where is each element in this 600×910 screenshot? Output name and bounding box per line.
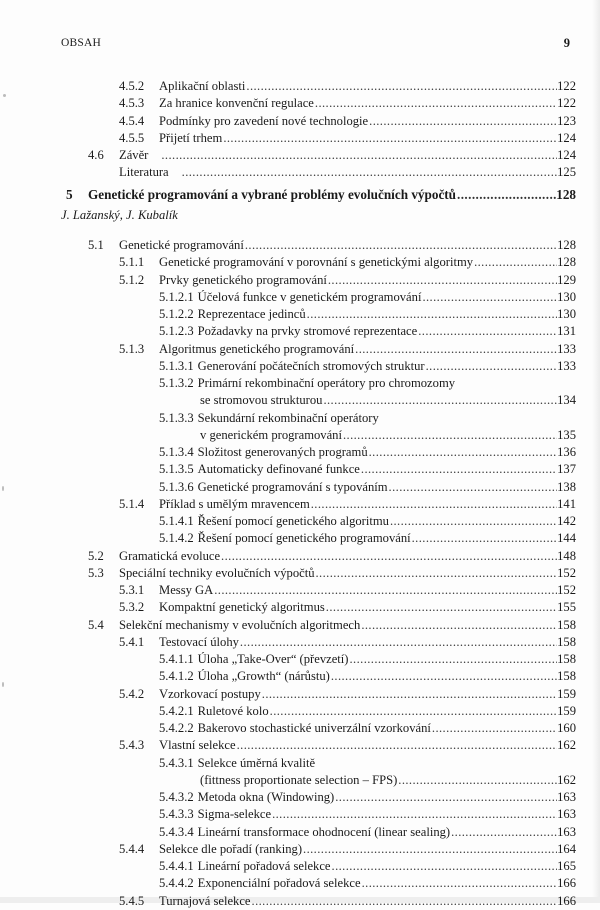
toc-entry-page: 160 <box>557 721 576 735</box>
toc-entry-page: 130 <box>557 307 576 321</box>
leader-dots <box>272 806 557 823</box>
toc-entry[interactable] <box>0 392 600 409</box>
toc-entry-page: 163 <box>557 790 576 804</box>
leader-dots <box>335 789 557 806</box>
toc-entry-title: Řešení pomocí genetického algoritmu <box>197 514 389 528</box>
toc-entry-number: 5.4.3.1 <box>159 755 194 770</box>
toc-entry-page: 122 <box>557 79 576 93</box>
toc-entry-page: 137 <box>557 462 576 477</box>
chapter-authors: J. Lažanský, J. Kubalík <box>61 208 178 222</box>
toc-entry-number: 4.5.2 <box>119 79 145 93</box>
toc-entry-number: 5.4.2 <box>119 686 145 701</box>
toc-entry-number: 5.1.3.5 <box>159 462 194 477</box>
toc-entry-number: 5.1.1 <box>119 255 145 270</box>
toc-entry-title: Lineární transformace ohodnocení (linear sealing) <box>197 824 451 839</box>
toc-entry-title: Úloha „Growth“ (nárůstu) <box>197 669 330 684</box>
leader-dots <box>311 496 557 513</box>
leader-dots <box>361 617 557 634</box>
toc-entry-title: (fittness proportionate selection – FPS) <box>200 772 398 787</box>
toc-entry-page: 141 <box>557 496 576 511</box>
leader-dots <box>328 272 557 289</box>
toc-entry-number: 5.1.2.2 <box>159 307 194 321</box>
leader-dots <box>221 548 557 565</box>
leader-dots <box>315 95 557 112</box>
toc-entry-title: Závěr <box>119 148 149 162</box>
leader-dots <box>326 599 557 616</box>
leader-dots <box>214 582 557 599</box>
leader-dots <box>307 306 557 323</box>
toc-entry[interactable] <box>0 130 600 147</box>
toc-entry-number: 5.4.3.4 <box>159 824 194 839</box>
toc-entry-page: 128 <box>556 187 576 202</box>
toc-entry-title: Lineární pořadová selekce <box>197 859 331 873</box>
toc-entry-title: Literatura <box>119 165 169 180</box>
toc-entry-title: Vzorkovací postupy <box>159 686 261 701</box>
toc-entry-page: 159 <box>557 686 576 701</box>
toc-entry-title: Přijetí trhem <box>159 130 223 145</box>
leader-dots <box>237 737 558 754</box>
toc-entry[interactable] <box>0 479 600 496</box>
toc-entry-page: 129 <box>557 272 576 287</box>
leader-dots <box>240 634 557 651</box>
toc-entry[interactable] <box>0 617 600 634</box>
toc-entry[interactable] <box>0 530 600 547</box>
toc-entry-number: 4.5.3 <box>119 96 145 111</box>
toc-entry[interactable] <box>0 513 600 530</box>
toc-entry-title: Vlastní selekce <box>159 738 236 753</box>
toc-entry-title: Aplikační oblasti <box>159 79 246 93</box>
toc-entry-title: Reprezentace jedinců <box>197 307 306 321</box>
toc-entry-page: 124 <box>557 130 576 145</box>
leader-dots <box>161 147 557 164</box>
toc-entry[interactable] <box>0 565 600 582</box>
leader-dots <box>245 237 557 254</box>
toc-entry[interactable] <box>0 78 600 95</box>
toc-entry[interactable] <box>0 806 600 823</box>
leader-dots <box>361 461 557 478</box>
toc-entry-number: 5.4.5 <box>119 893 145 908</box>
toc-entry[interactable] <box>0 582 600 599</box>
toc-entry[interactable] <box>0 651 600 668</box>
toc-entry-number: 5.1.3.6 <box>159 479 194 494</box>
toc-entry-number: 5.1.4.1 <box>159 514 194 528</box>
toc-entry-page: 152 <box>557 583 576 597</box>
toc-entry-page: 155 <box>557 600 576 615</box>
toc-entry-page: 144 <box>557 531 576 546</box>
toc-entry[interactable] <box>0 444 600 461</box>
toc-entry-page: 158 <box>557 669 576 684</box>
toc-entry-number: 5.1.3.2 <box>159 376 194 390</box>
toc-entry-number: 5.1.2.1 <box>159 289 194 304</box>
toc-entry[interactable] <box>0 634 600 651</box>
toc-entry-page: 136 <box>557 445 576 459</box>
toc-entry-number: 5.4.1 <box>119 634 145 649</box>
toc-entry[interactable] <box>0 237 600 254</box>
leader-dots <box>426 358 558 375</box>
toc-entry-title: Selekce úměrná kvalitě <box>197 755 316 770</box>
toc-entry[interactable] <box>0 306 600 323</box>
toc-entry-page: 128 <box>557 238 576 252</box>
toc-entry-page: 166 <box>557 893 576 908</box>
leader-dots <box>390 513 557 530</box>
leader-dots <box>350 651 558 668</box>
toc-entry-page: 133 <box>557 358 576 373</box>
leader-dots <box>303 841 557 858</box>
toc-entry-number: 5.3 <box>88 565 104 580</box>
leader-dots <box>418 323 557 340</box>
toc-entry[interactable] <box>0 323 600 340</box>
leader-dots <box>182 164 557 181</box>
leader-dots <box>389 479 558 496</box>
toc-entry-number: 5.4 <box>88 617 104 632</box>
leader-dots <box>369 444 557 461</box>
toc-entry-title: Ruletové kolo <box>197 703 269 718</box>
toc-entry-page: 122 <box>557 96 576 111</box>
toc-entry[interactable] <box>0 375 600 392</box>
toc-entry-title: se stromovou strukturou <box>200 393 323 408</box>
toc-entry-number: 5.3.1 <box>119 583 145 597</box>
leader-dots <box>331 668 557 685</box>
leader-dots <box>474 254 557 271</box>
toc-entry-title: Automaticky definované funkce <box>197 462 360 477</box>
toc-entry[interactable] <box>0 358 600 375</box>
leader-dots <box>369 113 557 130</box>
leader-dots <box>362 875 558 892</box>
toc-entry-number: 5.1.3.4 <box>159 445 194 459</box>
toc-entry[interactable] <box>0 824 600 841</box>
toc-entry[interactable] <box>0 893 600 910</box>
leader-dots <box>457 186 556 203</box>
toc-entry-title: Prvky genetického programování <box>159 272 327 287</box>
toc-entry-title: Testovací úlohy <box>159 634 239 649</box>
leader-dots <box>270 703 557 720</box>
leader-dots <box>451 824 557 841</box>
toc-entry[interactable] <box>0 254 600 271</box>
toc-entry-page: 124 <box>557 148 576 162</box>
toc-entry-number: 5.1.2.3 <box>159 324 194 339</box>
leader-dots <box>355 341 557 358</box>
toc-entry[interactable] <box>0 186 600 203</box>
toc-entry[interactable] <box>0 461 600 478</box>
toc-entry-title: Selekce dle pořadí (ranking) <box>159 841 303 856</box>
toc-entry-title: Genetické programování s typováním <box>197 479 388 494</box>
toc-entry-title: Exponenciální pořadová selekce <box>197 876 361 891</box>
toc-entry-number: 4.5.5 <box>119 130 145 145</box>
leader-dots <box>398 772 557 789</box>
toc-entry-number: 5.1.3.1 <box>159 358 194 373</box>
page-number: 9 <box>563 36 570 50</box>
toc-entry-page: 162 <box>557 772 576 787</box>
toc-entry-title: Algoritmus genetického programování <box>159 341 355 356</box>
toc-entry-number: 5.1.3.3 <box>159 410 194 425</box>
toc-entry-page: 158 <box>557 634 576 649</box>
toc-entry[interactable] <box>0 410 600 427</box>
toc-entry-title: Podmínky pro zavedení nové technologie <box>159 113 369 128</box>
toc-entry[interactable] <box>0 147 600 164</box>
toc-entry-page: 158 <box>557 617 576 632</box>
toc-entry-number: 5.4.3 <box>119 738 145 753</box>
toc-entry-number: 5.4.1.1 <box>159 652 194 666</box>
toc-entry-title: Kompaktní genetický algoritmus <box>159 600 325 615</box>
toc-entry-number: 4.6 <box>88 148 104 162</box>
toc-entry-page: 131 <box>557 324 576 339</box>
toc-entry-page: 133 <box>557 341 576 356</box>
toc-entry-number: 5.1.4.2 <box>159 531 194 546</box>
toc-entry-page: 163 <box>557 807 576 822</box>
toc-entry-title: Genetické programování a vybrané problémy evolučních výpočtů <box>88 187 457 202</box>
toc-entry[interactable] <box>0 427 600 444</box>
toc-entry-number: 5.2 <box>88 548 104 563</box>
toc-entry[interactable] <box>0 841 600 858</box>
toc-entry-title: Příklad s umělým mravencem <box>159 496 310 511</box>
toc-entry-title: Metoda okna (Windowing) <box>197 790 335 804</box>
toc-entry-number: 5.4.4.2 <box>159 876 194 891</box>
toc-entry-title: Generování počátečních stromových struktur <box>197 358 425 373</box>
running-head: OBSAH <box>61 37 101 49</box>
toc-entry-number: 5.3.2 <box>119 600 145 615</box>
leader-dots <box>422 289 557 306</box>
toc-entry[interactable] <box>0 341 600 358</box>
toc-entry-number: 5.4.4 <box>119 841 145 856</box>
leader-dots <box>316 565 558 582</box>
toc-entry-title: Požadavky na prvky stromové reprezentace <box>197 324 418 339</box>
leader-dots <box>412 530 557 547</box>
toc-entry-page: 165 <box>557 859 576 873</box>
toc-entry-title: Selekční mechanismy v evolučních algoritmech <box>119 617 361 632</box>
toc-entry[interactable] <box>0 737 600 754</box>
toc-entry-page: 164 <box>557 841 576 856</box>
toc-entry-page: 128 <box>557 255 576 270</box>
toc-entry[interactable] <box>0 496 600 513</box>
leader-dots <box>432 720 557 737</box>
toc-entry-page: 142 <box>557 514 576 528</box>
toc-entry-title: v generickém programování <box>200 427 342 442</box>
toc-entry-title: Účelová funkce v genetickém programování <box>197 289 422 304</box>
toc-entry-page: 130 <box>557 289 576 304</box>
toc-entry-number: 5.4.3.3 <box>159 807 194 822</box>
toc-entry-title: Bakerovo stochastické univerzální vzorkování <box>197 721 431 735</box>
toc-entry-number: 5.4.4.1 <box>159 859 194 873</box>
toc-entry-title: Genetické programování <box>119 238 244 252</box>
toc-entry-number: 5.1.4 <box>119 496 145 511</box>
toc-entry-page: 158 <box>557 652 576 666</box>
toc-entry-title: Za hranice konvenční regulace <box>159 96 314 111</box>
toc-entry-page: 123 <box>557 113 576 128</box>
toc-entry-title: Sigma-selekce <box>197 807 272 822</box>
toc-entry-number: 5.4.1.2 <box>159 669 194 684</box>
toc-entry-title: Genetické programování v porovnání s genetickými algoritmy <box>159 255 474 270</box>
toc-entry[interactable] <box>0 272 600 289</box>
toc-entry[interactable] <box>0 548 600 565</box>
toc-entry-number: 4.5.4 <box>119 113 145 128</box>
toc-entry-page: 134 <box>557 393 576 408</box>
toc-entry-title: Primární rekombinační operátory pro chromozomy <box>197 376 456 390</box>
toc-entry[interactable] <box>0 113 600 130</box>
leader-dots <box>343 427 557 444</box>
toc-entry-page: 152 <box>557 565 576 580</box>
toc-entry-number: 5.4.2.2 <box>159 721 194 735</box>
toc-entry-number: 5.1.2 <box>119 272 145 287</box>
toc-entry[interactable] <box>0 95 600 112</box>
toc-entry-title: Sekundární rekombinační operátory <box>197 410 379 425</box>
toc-entry[interactable] <box>0 789 600 806</box>
toc-entry-number: 5.1 <box>88 238 104 252</box>
toc-entry[interactable] <box>0 755 600 772</box>
leader-dots <box>252 893 558 910</box>
toc-entry-title: Gramatická evoluce <box>119 548 221 563</box>
toc-entry-page: 125 <box>557 165 576 180</box>
toc-entry-page: 162 <box>557 738 576 753</box>
toc-entry-number: 5.1.3 <box>119 341 145 356</box>
toc-entry-title: Turnajová selekce <box>159 893 251 908</box>
toc-entry-title: Řešení pomocí genetického programování <box>197 531 411 546</box>
toc-entry-number: 5.4.2.1 <box>159 703 194 718</box>
toc-entry-page: 138 <box>557 479 576 494</box>
toc-entry-number: 5.4.3.2 <box>159 790 194 804</box>
toc-entry-page: 163 <box>557 824 576 839</box>
toc-entry-page: 135 <box>557 427 576 442</box>
toc-entry-page: 159 <box>557 703 576 718</box>
toc-entry-number: 5 <box>66 187 73 202</box>
toc-entry-title: Speciální techniky evolučních výpočtů <box>119 565 315 580</box>
toc-entry[interactable] <box>0 720 600 737</box>
toc-entry[interactable] <box>0 164 600 181</box>
toc-entry[interactable] <box>0 875 600 892</box>
toc-entry[interactable] <box>0 703 600 720</box>
toc-entry-title: Složitost generovaných programů <box>197 445 368 459</box>
toc-entry[interactable] <box>0 686 600 703</box>
toc-entry[interactable] <box>0 289 600 306</box>
leader-dots <box>223 130 557 147</box>
toc-entry[interactable] <box>0 668 600 685</box>
toc-entry-title: Úloha „Take-Over“ (převzetí) <box>197 652 349 666</box>
toc-entry-title: Messy GA <box>159 583 214 597</box>
leader-dots <box>323 392 557 409</box>
leader-dots <box>332 858 558 875</box>
leader-dots <box>246 78 557 95</box>
toc-entry-page: 166 <box>557 876 576 891</box>
toc-entry[interactable] <box>0 772 600 789</box>
toc-entry[interactable] <box>0 599 600 616</box>
leader-dots <box>262 686 557 703</box>
toc-entry[interactable] <box>0 858 600 875</box>
toc-entry-page: 148 <box>557 548 576 563</box>
